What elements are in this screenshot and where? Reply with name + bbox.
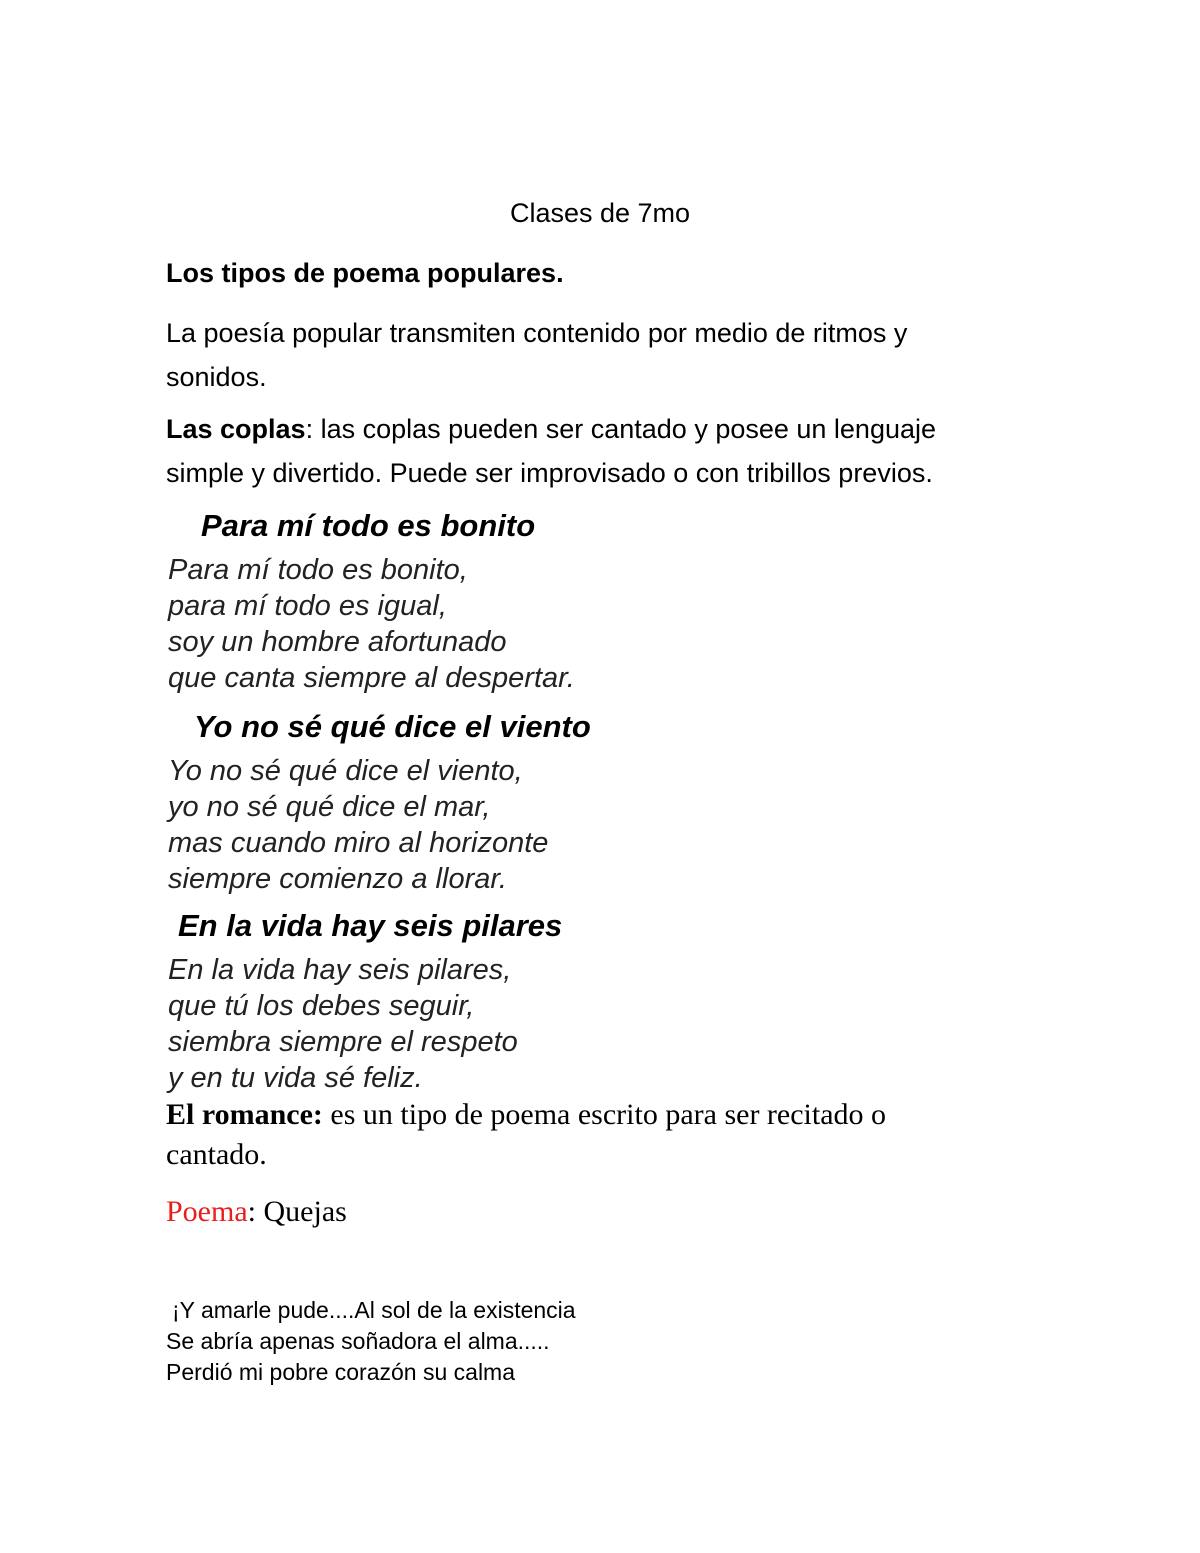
poem-stanza-2 — [168, 753, 548, 897]
quejas-line-1: ¡Y amarle pude....Al sol de la existencia — [172, 1297, 576, 1323]
poem-line: y en tu vida sé feliz. — [168, 1062, 423, 1094]
coplas-label: Las coplas — [166, 414, 306, 444]
poema-label: Poema — [166, 1195, 248, 1228]
intro-line-1: La poesía popular transmiten contenido por medio de ritmos y — [166, 318, 908, 348]
romance-line-1-text: es un tipo de poema escrito para ser recitado o — [322, 1098, 887, 1131]
coplas-line-1 — [166, 407, 936, 451]
poem-line: Yo no sé qué dice el viento, — [168, 755, 523, 787]
poem-line: que tú los debes seguir, — [168, 990, 475, 1022]
poem-line: yo no sé qué dice el mar, — [168, 791, 491, 823]
poem-stanza-3 — [168, 952, 518, 1096]
quejas-stanza — [166, 1295, 576, 1388]
coplas-line-1-text: : las coplas pueden ser cantado y posee un lenguaje — [305, 414, 937, 444]
poem-stanza-1 — [168, 552, 575, 696]
romance-line-1 — [166, 1095, 886, 1135]
poem-line: Para mí todo es bonito, — [168, 554, 468, 586]
page-title: Clases de 7mo — [509, 198, 691, 228]
romance-label: El romance: — [166, 1098, 323, 1131]
poem-line: siembra siempre el respeto — [168, 1026, 518, 1058]
poem-line: En la vida hay seis pilares, — [168, 954, 512, 986]
quejas-line-3: Perdió mi pobre corazón su calma — [166, 1359, 515, 1385]
poem-title-3: En la vida hay seis pilares — [178, 908, 563, 943]
poem-title-2: Yo no sé qué dice el viento — [194, 709, 591, 744]
poem-title-1: Para mí todo es bonito — [201, 508, 536, 543]
poem-line: siempre comienzo a llorar. — [168, 863, 507, 895]
poema-heading — [166, 1195, 347, 1229]
coplas-paragraph — [166, 407, 936, 495]
poem-line: que canta siempre al despertar. — [168, 662, 575, 694]
section-heading: Los tipos de poema populares. — [166, 258, 564, 288]
poema-separator: : — [247, 1195, 256, 1228]
poema-name: Quejas — [256, 1195, 347, 1228]
intro-line-2: sonidos. — [166, 362, 267, 392]
quejas-line-2: Se abría apenas soñadora el alma..... — [166, 1328, 550, 1354]
romance-paragraph — [166, 1095, 886, 1175]
intro-paragraph — [166, 311, 907, 399]
romance-line-2: cantado. — [166, 1138, 267, 1171]
poem-line: soy un hombre afortunado — [168, 626, 507, 658]
coplas-line-2: simple y divertido. Puede ser improvisado o con tribillos previos. — [166, 458, 933, 488]
poem-line: para mí todo es igual, — [168, 590, 447, 622]
poem-line: mas cuando miro al horizonte — [168, 827, 549, 859]
